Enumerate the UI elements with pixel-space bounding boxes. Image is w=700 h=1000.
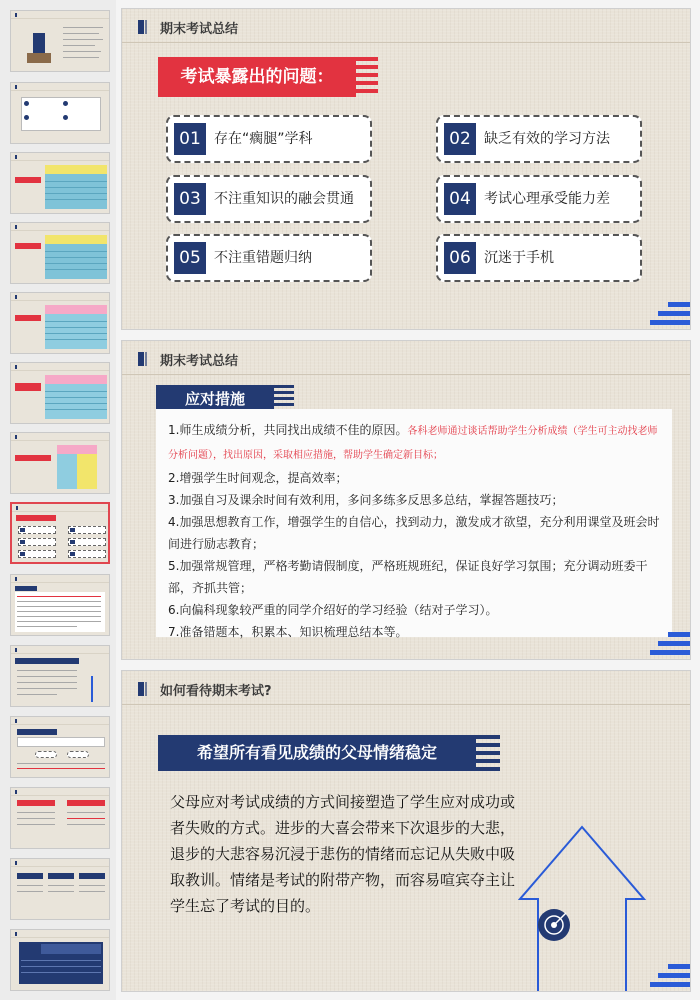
problem-text: 考试心理承受能力差 [484, 191, 610, 207]
problem-item [166, 175, 372, 223]
slide-thumbnail-panel [0, 0, 116, 1000]
corner-stripes-icon [650, 623, 690, 655]
slide-thumbnail[interactable] [10, 152, 110, 214]
problem-item [166, 115, 372, 163]
slide-title: 如何看待期末考试? [160, 684, 272, 699]
slide-countermeasures[interactable] [121, 340, 691, 660]
parents-banner-text: 希望所有看见成绩的父母情绪稳定 [196, 743, 437, 762]
header-accent-icon [138, 352, 144, 366]
measure-item: 4.加强思想教育工作，增强学生的自信心，找到动力，激发成才欲望，充分利用课堂及班会时间进行励志教育； [168, 515, 660, 551]
problem-text: 缺乏有效的学习方法 [484, 131, 610, 147]
measure-item: 2.增强学生时间观念，提高效率； [168, 471, 348, 485]
thumb-header [11, 11, 109, 19]
problem-item [436, 175, 642, 223]
slide-thumbnail[interactable] [10, 82, 110, 144]
problem-text: 不注重错题归纳 [214, 250, 312, 266]
slide-thumbnail[interactable] [10, 645, 110, 707]
slide-thumbnail[interactable] [10, 362, 110, 424]
problem-item [436, 115, 642, 163]
slide-thumbnail[interactable] [10, 10, 110, 72]
slide-thumbnail[interactable] [10, 716, 110, 778]
measures-banner-text: 应对措施 [184, 390, 245, 408]
corner-stripes-icon [650, 955, 690, 987]
measure-item [168, 419, 660, 467]
measure-item: 6.向偏科现象较严重的同学介绍好的学习经验（结对子学习）。 [168, 603, 498, 617]
measure-item: 5.加强常规管理，严格考勤请假制度，严格班规班纪，保证良好学习氛围；充分调动班委干部，齐抓共管； [168, 559, 648, 595]
desk-icon [27, 53, 51, 63]
header-accent-icon [138, 20, 144, 34]
slide-thumbnail-selected[interactable] [10, 502, 110, 564]
slide-title: 期末考试总结 [160, 22, 239, 37]
problem-text: 不注重知识的融会贯通 [214, 191, 354, 207]
slide-thumbnail[interactable] [10, 292, 110, 354]
slide-thumbnail[interactable] [10, 574, 110, 636]
problem-item [436, 234, 642, 282]
slide-paragraph: 父母应对考试成绩的方式间接塑造了学生应对成功或者失败的方式。进步的大喜会带来下次退步的大悲，退步的大悲容易沉浸于悲伤的情绪而忘记从失败中吸取教训。情绪是考试的附带产物，而容易喧宾夺主让学生忘了考试的目的。 [170, 793, 516, 915]
slide-thumbnail[interactable] [10, 222, 110, 284]
problem-item [166, 234, 372, 282]
slide-thumbnail[interactable] [10, 929, 110, 991]
slide-exam-problems[interactable] [121, 8, 691, 330]
slide-thumbnail[interactable] [10, 858, 110, 920]
slide-header [122, 671, 690, 705]
problem-number: 06 [444, 242, 476, 274]
problems-banner [158, 57, 356, 97]
slide-view-exam[interactable] [121, 670, 691, 992]
person-icon [33, 33, 45, 55]
problem-text: 沉迷于手机 [484, 250, 554, 266]
measure-text: 1.师生成绩分析，共同找出成绩不佳的原因。 [168, 423, 408, 437]
problem-number: 04 [444, 183, 476, 215]
measure-item: 7.准备错题本，积累本、知识梳理总结本等。 [168, 625, 408, 639]
slide-thumbnail[interactable] [10, 787, 110, 849]
slide-thumbnail[interactable] [10, 432, 110, 494]
problem-number: 05 [174, 242, 206, 274]
slide-header [122, 341, 690, 375]
measure-note: 各科老师通过谈话帮助学生分析成绩（学生可主动找老师分析问题），找出原因，采取相应措施，帮助学生确定新目标； [168, 426, 658, 461]
slide-title: 期末考试总结 [160, 354, 239, 369]
slide-header [122, 9, 690, 43]
measure-item: 3.加强自习及课余时间有效利用，多问多练多反思多总结，掌握答题技巧； [168, 493, 564, 507]
corner-stripes-icon [650, 293, 690, 325]
problems-banner-text: 考试暴露出的问题： [180, 67, 334, 87]
up-arrow-icon [518, 821, 648, 991]
problem-number: 01 [174, 123, 206, 155]
parents-banner [158, 735, 476, 771]
problem-number: 02 [444, 123, 476, 155]
problem-number: 03 [174, 183, 206, 215]
header-accent-icon [138, 682, 144, 696]
problem-text: 存在“瘸腿”学科 [214, 131, 313, 147]
measures-list [156, 409, 672, 637]
